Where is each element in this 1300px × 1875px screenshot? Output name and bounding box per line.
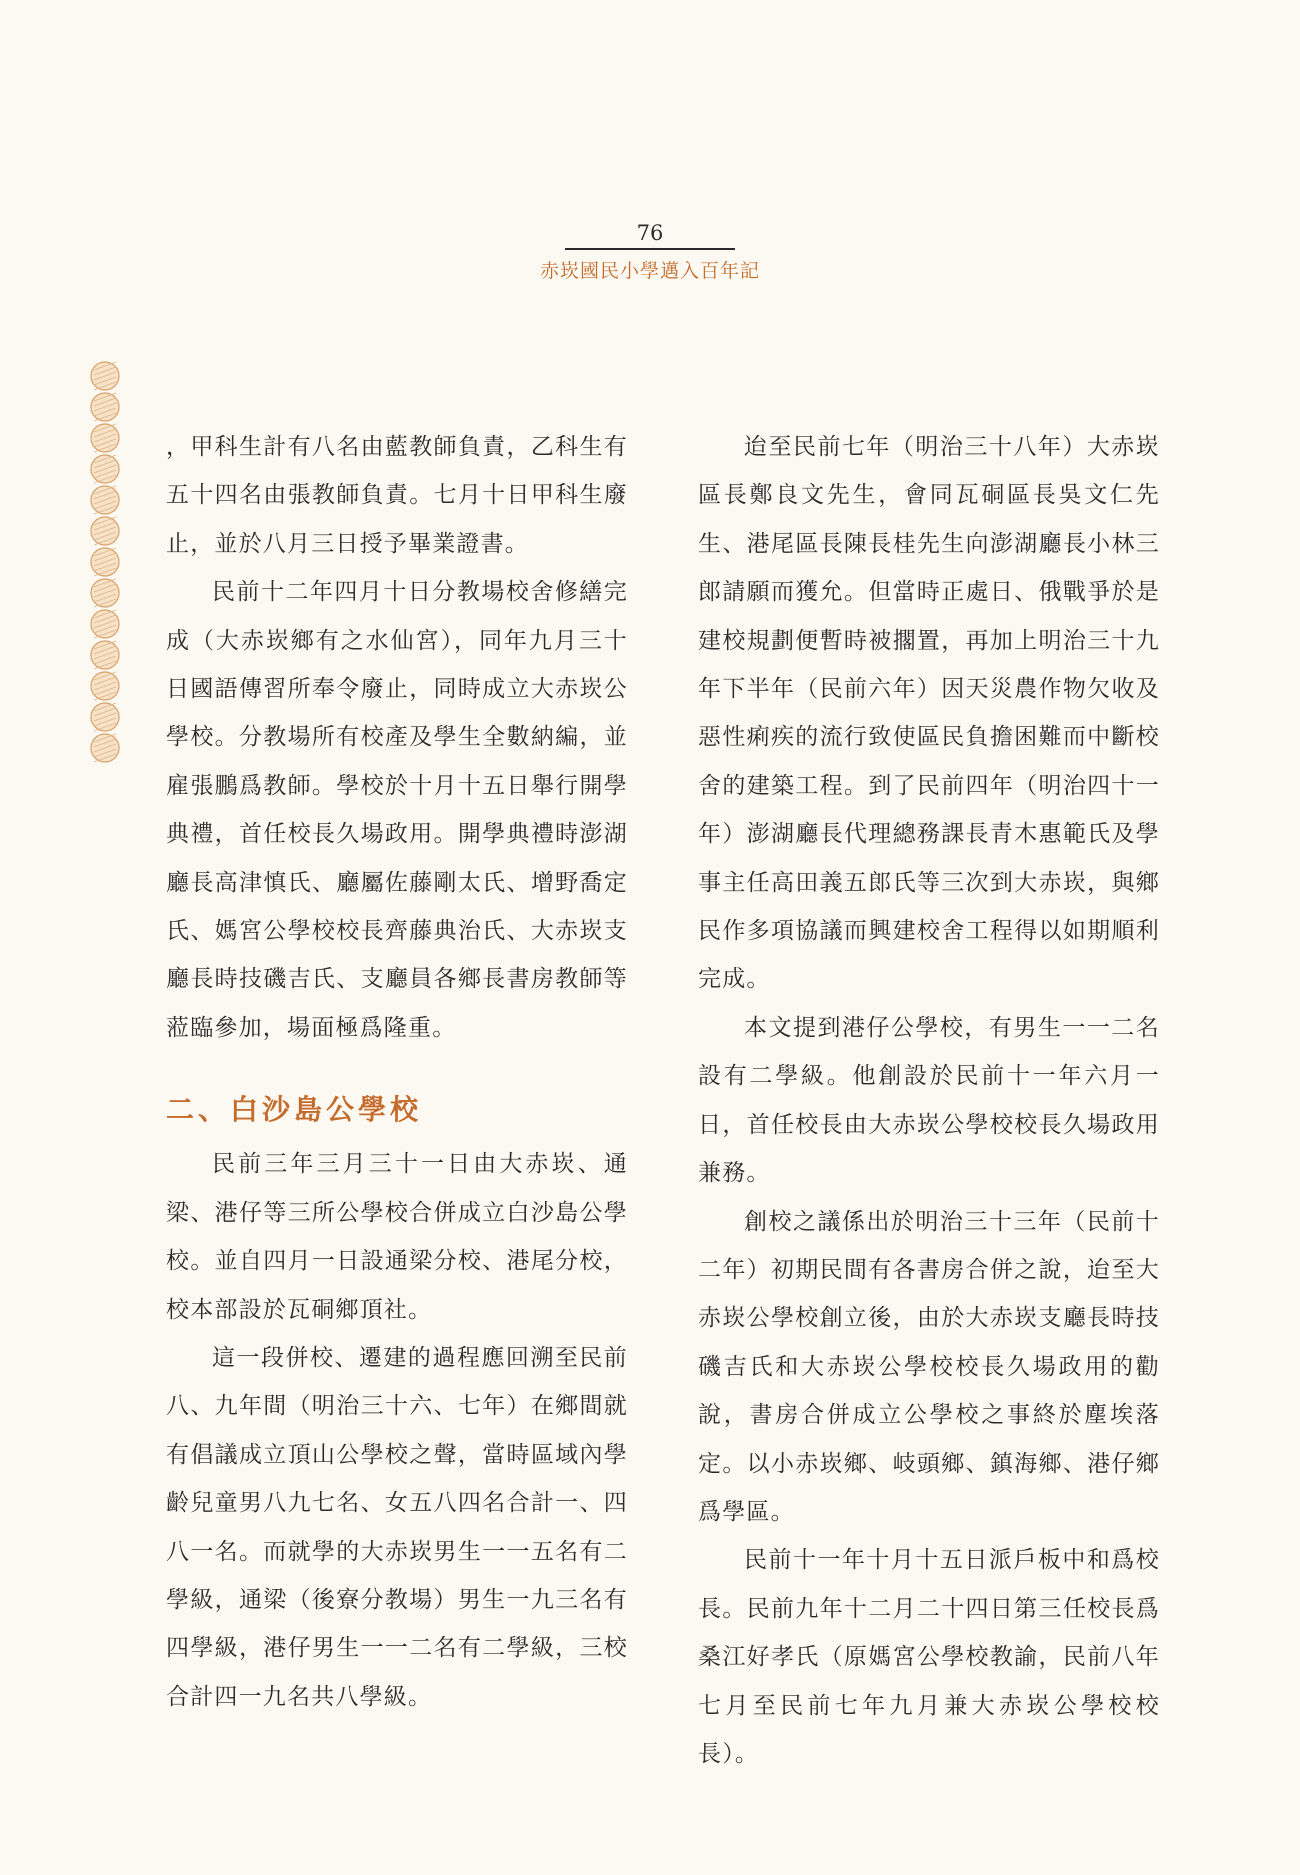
right-paragraph-3: 創校之議係出於明治三十三年（民前十二年）初期民間有各書房合併之說，迨至大赤崁公學校創立後，由於大赤崁支廳長時技磯吉氏和大赤崁公學校校長久場政用的勸說，書房合併成立公學校之事終於塵埃落定。以小赤崁鄉、岐頭鄉、鎮海鄉、港仔鄉爲學區。 <box>698 1208 1160 1525</box>
bead-icon <box>91 424 119 452</box>
header-rule <box>565 248 735 250</box>
page-number: 76 <box>636 221 664 245</box>
bead-icon <box>91 579 119 607</box>
bead-icon <box>91 641 119 669</box>
page-header <box>0 220 1300 283</box>
bead-icon <box>91 734 119 762</box>
right-paragraph-4: 民前十一年十月十五日派戶板中和爲校長。民前九年十二月二十四日第三任校長爲桑江好孝氏（原媽宮公學校教諭，民前八年七月至民前七年九月兼大赤崁公學校校長）。 <box>698 1547 1160 1767</box>
right-paragraph-2: 本文提到港仔公學校，有男生一一二名設有二學級。他創設於民前十一年六月一日，首任校長由大赤崁公學校校長久場政用兼務。 <box>698 1014 1160 1187</box>
bead-icon <box>91 393 119 421</box>
book-title: 赤崁國民小學邁入百年記 <box>539 260 760 282</box>
bead-strip-icon <box>80 358 130 788</box>
left-paragraph-2: 民前十二年四月十日分教場校舍修繕完成（大赤崁鄉有之水仙宮），同年九月三十日國語傳習所奉令廢止，同時成立大赤崁公學校。分教場所有校產及學生全數納編，並雇張鵬爲教師。學校於十月十五日舉行開學典禮，首任校長久場政用。開學典禮時澎湖廳長高津慎氏、廳屬佐藤剛太氏、增野喬定氏、媽宮公學校校長齊藤典治氏、大赤崁支廳長時技磯吉氏、支廳員各鄉長書房教師等蒞臨參加，場面極爲隆重。 <box>166 579 628 1041</box>
bead-icon <box>91 362 119 390</box>
decorative-bead-ornament <box>80 358 130 788</box>
bead-icon <box>91 517 119 545</box>
bead-icon <box>91 672 119 700</box>
section-heading: 二、白沙島公學校 <box>166 1093 423 1127</box>
left-paragraph-1: ，甲科生計有八名由藍教師負責，乙科生有五十四名由張教師負責。七月十日甲科生廢止，並於八月三日授予畢業證書。 <box>166 434 628 557</box>
right-paragraph-1: 迨至民前七年（明治三十八年）大赤崁區長鄭良文先生，會同瓦硐區長吳文仁先生、港尾區長陳長桂先生向澎湖廳長小林三郎請願而獲允。但當時正處日、俄戰爭於是建校規劃便暫時被擱置，再加上明治三十九年下半年（民前六年）因天災農作物欠收及惡性痢疾的流行致使區民負擔困難而中斷校舍的建築工程。到了民前四年（明治四十一年）澎湖廳長代理總務課長青木惠範氏及學事主任高田義五郎氏等三次到大赤崁，與鄉民作多項協議而興建校舍工程得以如期順利完成。 <box>698 434 1160 993</box>
left-paragraph-4: 這一段併校、遷建的過程應回溯至民前八、九年間（明治三十六、七年）在鄉間就有倡議成立頂山公學校之聲，當時區域內學齡兒童男八九七名、女五八四名合計一、四八一名。而就學的大赤崁男生一一五名有二學級，通梁（後寮分教場）男生一九三名有四學級，港仔男生一一二名有二學級，三校合計四一九名共八學級。 <box>166 1344 628 1710</box>
bead-icon <box>91 548 119 576</box>
bead-icon <box>91 455 119 483</box>
bead-icon <box>91 610 119 638</box>
left-column <box>166 423 628 1721</box>
right-column <box>698 423 1160 1778</box>
bead-icon <box>91 703 119 731</box>
left-paragraph-3: 民前三年三月三十一日由大赤崁、通梁、港仔等三所公學校合併成立白沙島公學校。並自四月一日設通梁分校、港尾分校，校本部設於瓦硐鄉頂社。 <box>166 1151 628 1323</box>
bead-icon <box>91 486 119 514</box>
